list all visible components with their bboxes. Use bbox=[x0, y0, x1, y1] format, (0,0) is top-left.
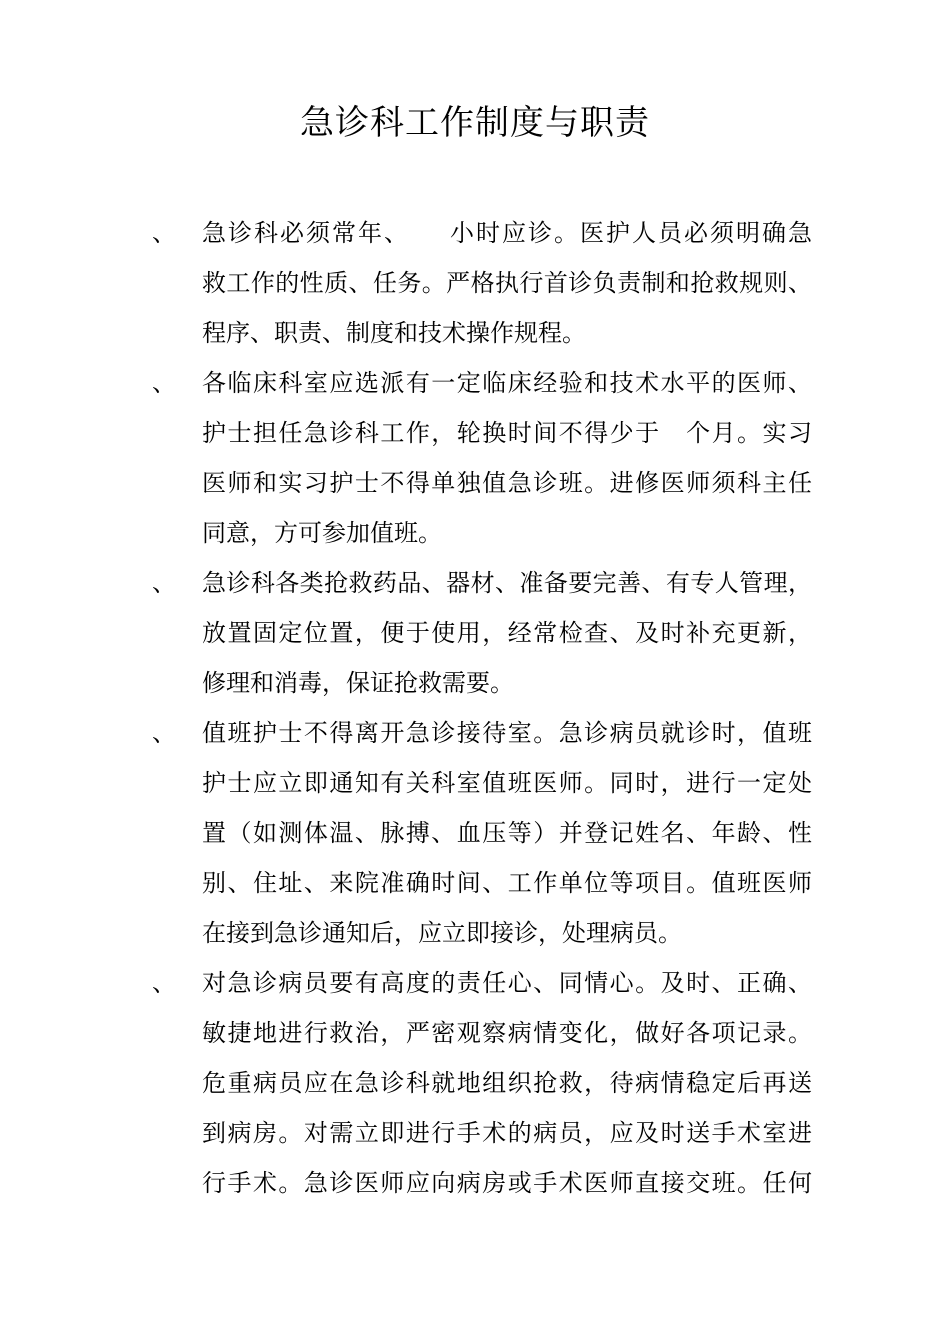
item-marker: 、 bbox=[152, 569, 176, 597]
item-text-line: 值班护士不得离开急诊接待室。急诊病员就诊时，值班 bbox=[202, 719, 812, 747]
item-text-line: 护士应立即通知有关科室值班医师。同时，进行一定处 bbox=[202, 769, 812, 797]
regulation-item-1 bbox=[0, 208, 950, 358]
regulation-list bbox=[0, 208, 950, 1208]
item-text-line: 急诊科必须常年、 小时应诊。医护人员必须明确急 bbox=[202, 219, 812, 247]
item-text-line: 医师和实习护士不得单独值急诊班。进修医师须科主任 bbox=[202, 469, 812, 497]
item-text-line: 危重病员应在急诊科就地组织抢救，待病情稳定后再送 bbox=[202, 1069, 812, 1097]
regulation-item-2 bbox=[0, 358, 950, 558]
item-marker: 、 bbox=[152, 369, 176, 397]
document-title: 急诊科工作制度与职责 bbox=[300, 103, 650, 143]
item-text-line: 急诊科各类抢救药品、器材、准备要完善、有专人管理， bbox=[202, 569, 812, 597]
item-marker: 、 bbox=[152, 719, 176, 747]
item-text-line: 行手术。急诊医师应向病房或手术医师直接交班。任何 bbox=[202, 1169, 812, 1197]
item-text-line: 置（如测体温、脉搏、血压等）并登记姓名、年龄、性 bbox=[202, 819, 812, 847]
item-marker: 、 bbox=[152, 219, 176, 247]
item-text-line: 程序、职责、制度和技术操作规程。 bbox=[202, 319, 586, 347]
item-text-line: 修理和消毒，保证抢救需要。 bbox=[202, 669, 514, 697]
item-text-line: 对急诊病员要有高度的责任心、同情心。及时、正确、 bbox=[202, 969, 812, 997]
item-text-line: 敏捷地进行救治，严密观察病情变化，做好各项记录。 bbox=[202, 1019, 812, 1047]
item-text-line: 别、住址、来院准确时间、工作单位等项目。值班医师 bbox=[202, 869, 812, 897]
item-text-line: 救工作的性质、任务。严格执行首诊负责制和抢救规则、 bbox=[202, 269, 812, 297]
item-text-line: 各临床科室应选派有一定临床经验和技术水平的医师、 bbox=[202, 369, 812, 397]
item-text-line: 放置固定位置，便于使用，经常检查、及时补充更新， bbox=[202, 619, 812, 647]
item-marker: 、 bbox=[152, 969, 176, 997]
item-text-line: 护士担任急诊科工作，轮换时间不得少于 个月。实习 bbox=[202, 419, 812, 447]
regulation-item-4 bbox=[0, 708, 950, 958]
item-text-line: 到病房。对需立即进行手术的病员，应及时送手术室进 bbox=[202, 1119, 812, 1147]
item-text-line: 在接到急诊通知后，应立即接诊，处理病员。 bbox=[202, 919, 682, 947]
item-text-line: 同意，方可参加值班。 bbox=[202, 519, 442, 547]
regulation-item-3 bbox=[0, 558, 950, 708]
regulation-item-5 bbox=[0, 958, 950, 1208]
